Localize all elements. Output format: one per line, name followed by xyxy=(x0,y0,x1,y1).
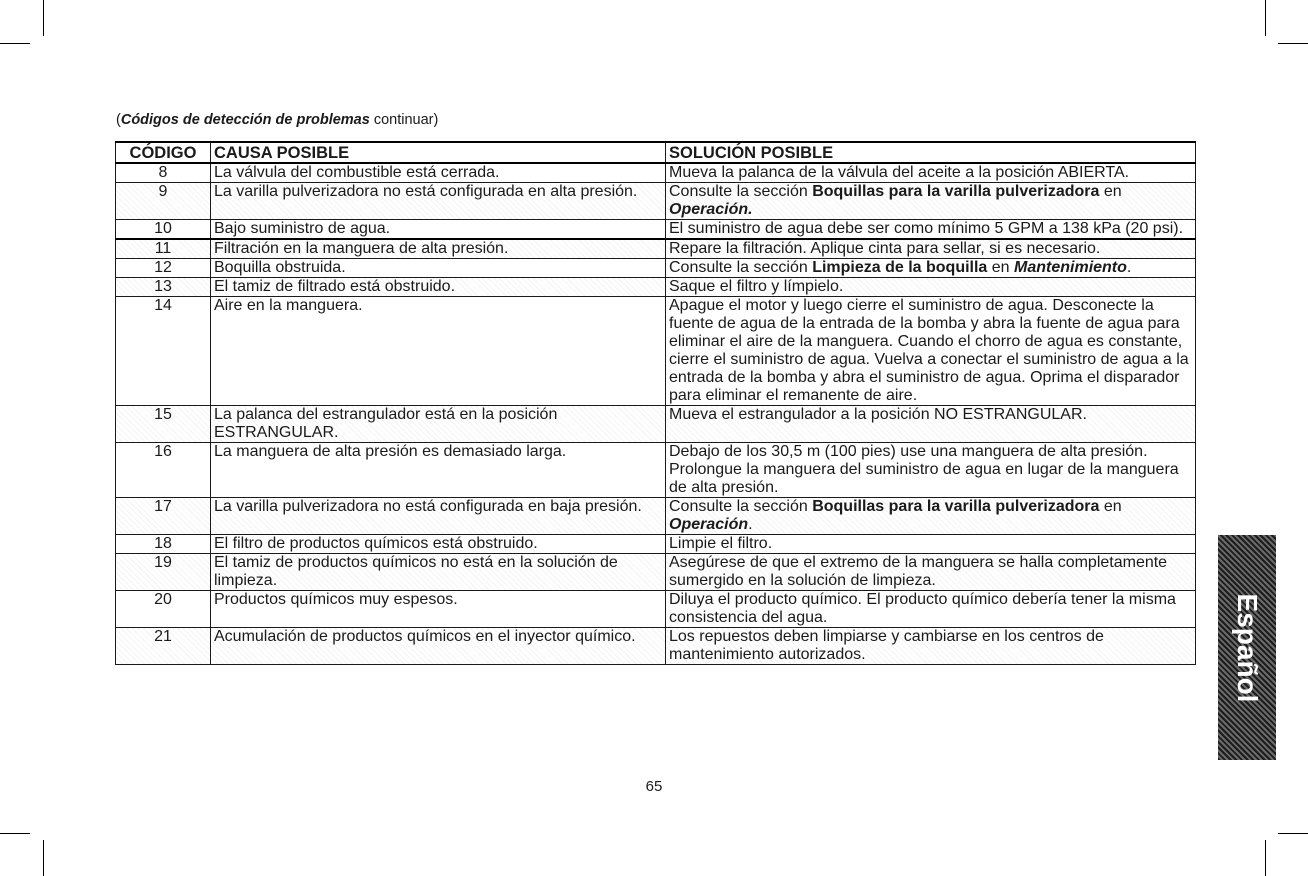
row-cause: El tamiz de productos químicos no está en la solución de limpieza. xyxy=(211,554,666,591)
row-solution: Asegúrese de que el extremo de la manguera se halla completamente sumergido en la solución de limpieza. xyxy=(666,554,1196,591)
row-solution: El suministro de agua debe ser como mínimo 5 GPM a 138 kPa (20 psi). xyxy=(666,220,1196,240)
row-code: 11 xyxy=(116,239,211,259)
table-row xyxy=(116,239,1196,259)
table-row xyxy=(116,163,1196,183)
table-row xyxy=(116,183,1196,220)
row-code: 21 xyxy=(116,628,211,665)
row-cause: La varilla pulverizadora no está configurada en alta presión. xyxy=(211,183,666,220)
row-cause: Productos químicos muy espesos. xyxy=(211,591,666,628)
row-solution: Los repuestos deben limpiarse y cambiarse en los centros de mantenimiento autorizados. xyxy=(666,628,1196,665)
table-row xyxy=(116,443,1196,498)
row-code: 10 xyxy=(116,220,211,240)
section-reference: Boquillas para la varilla pulverizadora xyxy=(812,183,1100,200)
table-header-row xyxy=(116,142,1196,163)
table-row xyxy=(116,278,1196,297)
row-cause: El filtro de productos químicos está obstruido. xyxy=(211,535,666,554)
row-cause: La palanca del estrangulador está en la posición ESTRANGULAR. xyxy=(211,406,666,443)
row-cause: La manguera de alta presión es demasiado larga. xyxy=(211,443,666,498)
language-tab xyxy=(1218,535,1276,760)
table-row xyxy=(116,297,1196,406)
row-solution: Limpie el filtro. xyxy=(666,535,1196,554)
row-cause: Bajo suministro de agua. xyxy=(211,220,666,240)
row-code: 20 xyxy=(116,591,211,628)
crop-mark xyxy=(1278,833,1308,834)
row-solution: Consulte la sección Boquillas para la varilla pulverizadora en Operación. xyxy=(666,498,1196,535)
crop-mark xyxy=(0,833,30,834)
row-code: 12 xyxy=(116,259,211,278)
row-cause: Aire en la manguera. xyxy=(211,297,666,406)
caption-title: Códigos de detección de problemas xyxy=(120,112,370,128)
row-cause: Acumulación de productos químicos en el inyector químico. xyxy=(211,628,666,665)
crop-mark xyxy=(1265,0,1266,36)
table-row xyxy=(116,406,1196,443)
row-code: 15 xyxy=(116,406,211,443)
section-reference: Boquillas para la varilla pulverizadora xyxy=(812,498,1100,515)
table-caption: (Códigos de detección de problemas continuar) xyxy=(116,112,439,128)
row-solution: Consulte la sección Limpieza de la boquilla en Mantenimiento. xyxy=(666,259,1196,278)
page-number: 65 xyxy=(645,778,663,795)
row-solution: Apague el motor y luego cierre el suministro de agua. Desconecte la fuente de agua de la entrada de la bomba y abra la fuente de agua para eliminar el aire de la manguera. Cuando el chorro de agua es constante, cierre el suministro de agua. Vuelva a conectar el suministro de agua a la entrada de la bomba y abra el suministro de agua. Oprima el disparador para eliminar el remanente de aire. xyxy=(666,297,1196,406)
row-solution: Consulte la sección Boquillas para la varilla pulverizadora en Operación. xyxy=(666,183,1196,220)
table-row xyxy=(116,554,1196,591)
crop-mark xyxy=(43,840,44,876)
table-row xyxy=(116,259,1196,278)
row-code: 19 xyxy=(116,554,211,591)
chapter-reference: Operación. xyxy=(669,201,753,218)
table-row xyxy=(116,535,1196,554)
row-code: 8 xyxy=(116,163,211,183)
row-cause: La válvula del combustible está cerrada. xyxy=(211,163,666,183)
table-row xyxy=(116,591,1196,628)
row-solution: Mueva el estrangulador a la posición NO ESTRANGULAR. xyxy=(666,406,1196,443)
language-tab-label: Español xyxy=(1232,593,1263,702)
header-code: CÓDIGO xyxy=(116,142,211,163)
table-row xyxy=(116,498,1196,535)
row-code: 9 xyxy=(116,183,211,220)
header-solution: SOLUCIÓN POSIBLE xyxy=(666,142,1196,163)
table-row xyxy=(116,220,1196,240)
row-code: 17 xyxy=(116,498,211,535)
row-code: 13 xyxy=(116,278,211,297)
chapter-reference: Operación xyxy=(669,516,749,533)
section-reference: Limpieza de la boquilla xyxy=(812,259,988,276)
row-code: 18 xyxy=(116,535,211,554)
caption-suffix: continuar) xyxy=(369,112,439,128)
row-solution: Debajo de los 30,5 m (100 pies) use una manguera de alta presión. Prolongue la manguera del suministro de agua en lugar de la manguera de alta presión. xyxy=(666,443,1196,498)
row-solution: Repare la filtración. Aplique cinta para sellar, si es necesario. xyxy=(666,239,1196,259)
crop-mark xyxy=(0,43,30,44)
table-row xyxy=(116,628,1196,665)
row-code: 14 xyxy=(116,297,211,406)
row-code: 16 xyxy=(116,443,211,498)
row-cause: La varilla pulverizadora no está configurada en baja presión. xyxy=(211,498,666,535)
troubleshooting-table xyxy=(115,141,1196,665)
header-cause: CAUSA POSIBLE xyxy=(211,142,666,163)
crop-mark xyxy=(1278,43,1308,44)
crop-mark xyxy=(43,0,44,36)
row-cause: Boquilla obstruida. xyxy=(211,259,666,278)
row-cause: Filtración en la manguera de alta presión. xyxy=(211,239,666,259)
row-cause: El tamiz de filtrado está obstruido. xyxy=(211,278,666,297)
row-solution: Mueva la palanca de la válvula del aceite a la posición ABIERTA. xyxy=(666,163,1196,183)
row-solution: Saque el filtro y límpielo. xyxy=(666,278,1196,297)
crop-mark xyxy=(1265,840,1266,876)
chapter-reference: Mantenimiento xyxy=(1014,259,1127,276)
row-solution: Diluya el producto químico. El producto químico debería tener la misma consistencia del agua. xyxy=(666,591,1196,628)
